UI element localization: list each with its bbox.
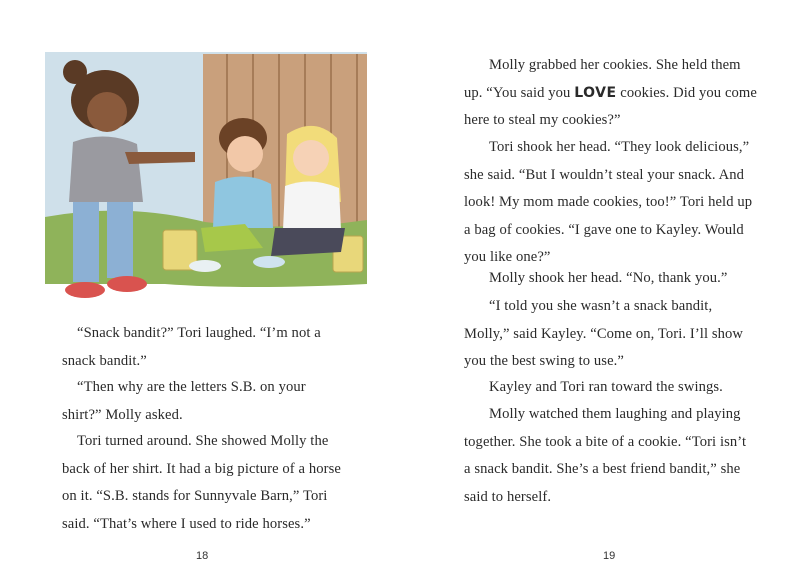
text-line: you the best swing to use.”: [464, 353, 624, 370]
paragraph: [62, 428, 341, 538]
text-line: Molly shook her head. “No, thank you.”: [489, 270, 728, 286]
text-line: snack bandit.”: [62, 352, 147, 369]
text-line: she said. “But I wouldn’t steal your snack. And: [464, 166, 745, 183]
text-line: [464, 80, 757, 108]
paragraph: [489, 265, 727, 293]
paragraph: [62, 374, 306, 429]
text-line: together. She took a bite of a cookie. “Tori isn’t: [464, 433, 747, 450]
text-line: “I told you she wasn’t a snack bandit,: [489, 298, 713, 314]
text-fragment: up. “You said you: [464, 84, 575, 101]
text-line: look! My mom made cookies, too!” Tori held up: [464, 194, 753, 211]
paragraph: [464, 293, 744, 376]
paragraph: [464, 401, 747, 511]
text-line: Molly grabbed her cookies. She held them: [489, 57, 741, 73]
text-line: you like one?”: [464, 249, 551, 266]
right-page: [400, 0, 800, 585]
text-line: said. “That’s where I used to ride horses.”: [62, 515, 311, 532]
paragraph: [489, 374, 723, 402]
text-line: Tori shook her head. “They look delicious,”: [489, 139, 750, 155]
page-number: 19: [603, 550, 616, 562]
paragraph: [62, 320, 321, 375]
page-number: 18: [196, 550, 209, 562]
emphasized-word: LOVE: [574, 84, 617, 101]
text-line: Tori turned around. She showed Molly the: [77, 433, 329, 449]
text-line: a bag of cookies. “I gave one to Kayley. Would: [464, 221, 744, 238]
paragraph: [464, 134, 753, 272]
text-line: on it. “S.B. stands for Sunnyvale Barn,” Tori: [62, 488, 328, 505]
text-line: “Snack bandit?” Tori laughed. “I’m not a: [77, 325, 321, 341]
text-line: here to steal my cookies?”: [464, 112, 621, 129]
text-line: a snack bandit. She’s a best friend bandit,” she: [464, 461, 741, 478]
text-line: Kayley and Tori ran toward the swings.: [489, 379, 723, 395]
text-line: Molly,” said Kayley. “Come on, Tori. I’ll show: [464, 325, 744, 342]
text-fragment: cookies. Did you come: [616, 84, 757, 101]
text-line: Molly watched them laughing and playing: [489, 406, 741, 422]
text-line: back of her shirt. It had a big picture of a horse: [62, 460, 341, 477]
text-line: “Then why are the letters S.B. on your: [77, 379, 306, 395]
text-line: said to herself.: [464, 488, 552, 505]
text-line: shirt?” Molly asked.: [62, 406, 183, 423]
story-illustration: [45, 52, 367, 302]
illustration-girls-in-yard: [45, 52, 367, 302]
paragraph: [464, 52, 757, 135]
